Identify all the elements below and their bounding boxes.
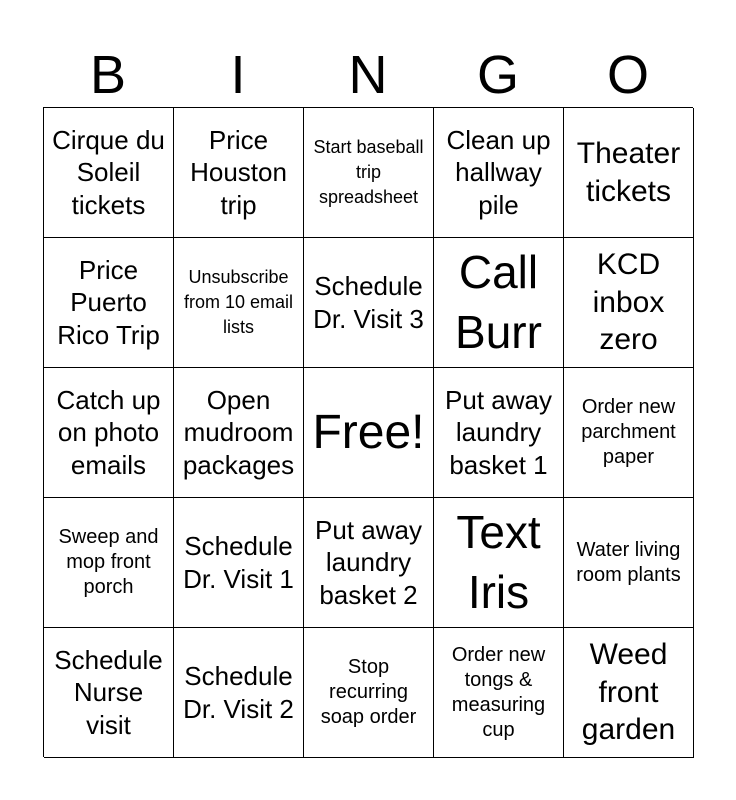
- header-letter-o: O: [606, 45, 649, 105]
- bingo-card-grid: [43, 107, 693, 757]
- bingo-cell[interactable]: Price Houston trip: [174, 108, 304, 238]
- bingo-cell[interactable]: Schedule Nurse visit: [44, 628, 174, 758]
- bingo-cell[interactable]: Call Burr: [434, 238, 564, 368]
- free-space-cell[interactable]: Free!: [304, 368, 434, 498]
- header-letter-g: G: [476, 45, 519, 105]
- bingo-cell[interactable]: Order new parchment paper: [564, 368, 694, 498]
- bingo-cell[interactable]: Catch up on photo emails: [44, 368, 174, 498]
- bingo-cell[interactable]: Text Iris: [434, 498, 564, 628]
- header-letter-i: I: [230, 45, 246, 105]
- bingo-cell[interactable]: Theater tickets: [564, 108, 694, 238]
- bingo-cell[interactable]: Put away laundry basket 1: [434, 368, 564, 498]
- bingo-cell[interactable]: Clean up hallway pile: [434, 108, 564, 238]
- bingo-cell[interactable]: Weed front garden: [564, 628, 694, 758]
- bingo-cell[interactable]: Cirque du Soleil tickets: [44, 108, 174, 238]
- header-letter-n: N: [348, 45, 388, 105]
- bingo-cell[interactable]: Schedule Dr. Visit 2: [174, 628, 304, 758]
- bingo-cell[interactable]: Open mudroom packages: [174, 368, 304, 498]
- bingo-cell[interactable]: Stop recurring soap order: [304, 628, 434, 758]
- bingo-cell[interactable]: Order new tongs & measuring cup: [434, 628, 564, 758]
- bingo-cell[interactable]: Schedule Dr. Visit 3: [304, 238, 434, 368]
- bingo-cell[interactable]: Price Puerto Rico Trip: [44, 238, 174, 368]
- bingo-cell[interactable]: KCD inbox zero: [564, 238, 694, 368]
- bingo-header: [43, 42, 693, 108]
- bingo-cell[interactable]: Water living room plants: [564, 498, 694, 628]
- bingo-cell[interactable]: Sweep and mop front porch: [44, 498, 174, 628]
- header-letter-b: B: [89, 45, 127, 105]
- bingo-cell[interactable]: Start baseball trip spreadsheet: [304, 108, 434, 238]
- bingo-cell[interactable]: Unsubscribe from 10 email lists: [174, 238, 304, 368]
- bingo-cell[interactable]: Put away laundry basket 2: [304, 498, 434, 628]
- bingo-cell[interactable]: Schedule Dr. Visit 1: [174, 498, 304, 628]
